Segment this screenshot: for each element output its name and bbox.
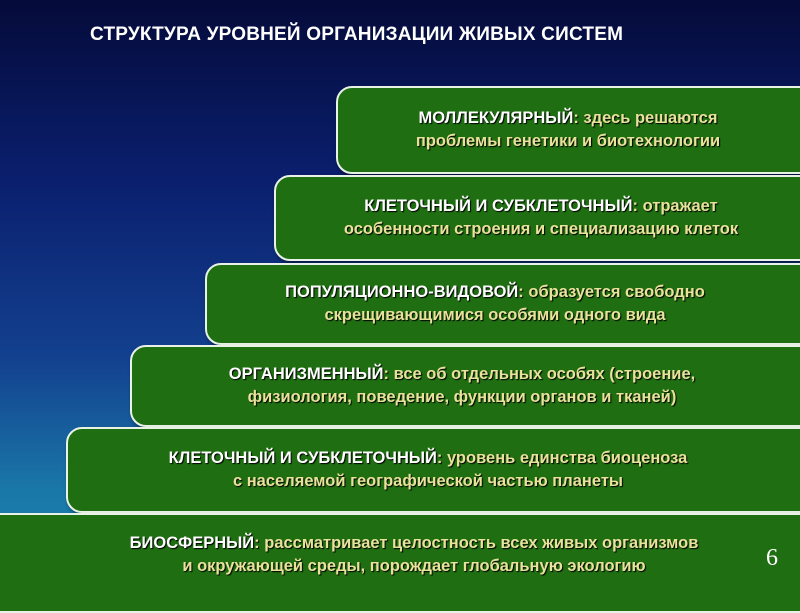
level-desc-line1: : уровень единства биоценоза [436, 449, 688, 467]
level-desc-line2: физиология, поведение, функции органов и тканей) [247, 388, 677, 406]
level-heading: ОРГАНИЗМЕННЫЙ [228, 365, 384, 383]
page-number: 6 [766, 545, 778, 571]
level-desc-line1: : все об отдельных особях (строение, [383, 365, 696, 383]
level-cellular [274, 175, 800, 261]
level-desc-line2: проблемы генетики и биотехнологии [415, 132, 721, 150]
level-organism [130, 345, 800, 427]
level-molecular [336, 86, 800, 174]
level-desc-line1: : отражает [632, 197, 718, 215]
level-desc-line2: скрещивающимися особями одного вида [324, 306, 666, 324]
level-desc-line2: с населяемой географической частью планеты [232, 472, 624, 490]
level-text [296, 195, 786, 241]
level-heading: КЛЕТОЧНЫЙ И СУБКЛЕТОЧНЫЙ [168, 449, 437, 467]
level-text [54, 532, 774, 594]
level-desc-line2: и окружающей среды, порождает глобальную экологию [182, 557, 646, 575]
level-heading: ПОПУЛЯЦИОННО-ВИДОВОЙ [285, 283, 519, 301]
level-desc-line1: : рассматривает целостность всех живых организмов [254, 534, 699, 552]
level-text [108, 447, 748, 493]
level-desc-line1: : здесь решаются [573, 109, 718, 127]
level-biocenosis [66, 427, 800, 513]
level-heading: БИОСФЕРНЫЙ [129, 534, 255, 552]
level-population-species [205, 263, 800, 345]
level-heading: КЛЕТОЧНЫЙ И СУБКЛЕТОЧНЫЙ [364, 197, 633, 215]
page-title: СТРУКТУРА УРОВНЕЙ ОРГАНИЗАЦИИ ЖИВЫХ СИСТЕМ [90, 24, 624, 45]
level-desc-line2: особенности строения и специализацию клеток [343, 220, 739, 238]
level-heading: МОЛЛЕКУЛЯРНЫЙ [418, 109, 574, 127]
level-text [172, 363, 752, 409]
level-text [368, 107, 768, 153]
level-text [235, 281, 755, 327]
level-biosphere [0, 513, 800, 613]
level-desc-line1: : образуется свободно [518, 283, 705, 301]
